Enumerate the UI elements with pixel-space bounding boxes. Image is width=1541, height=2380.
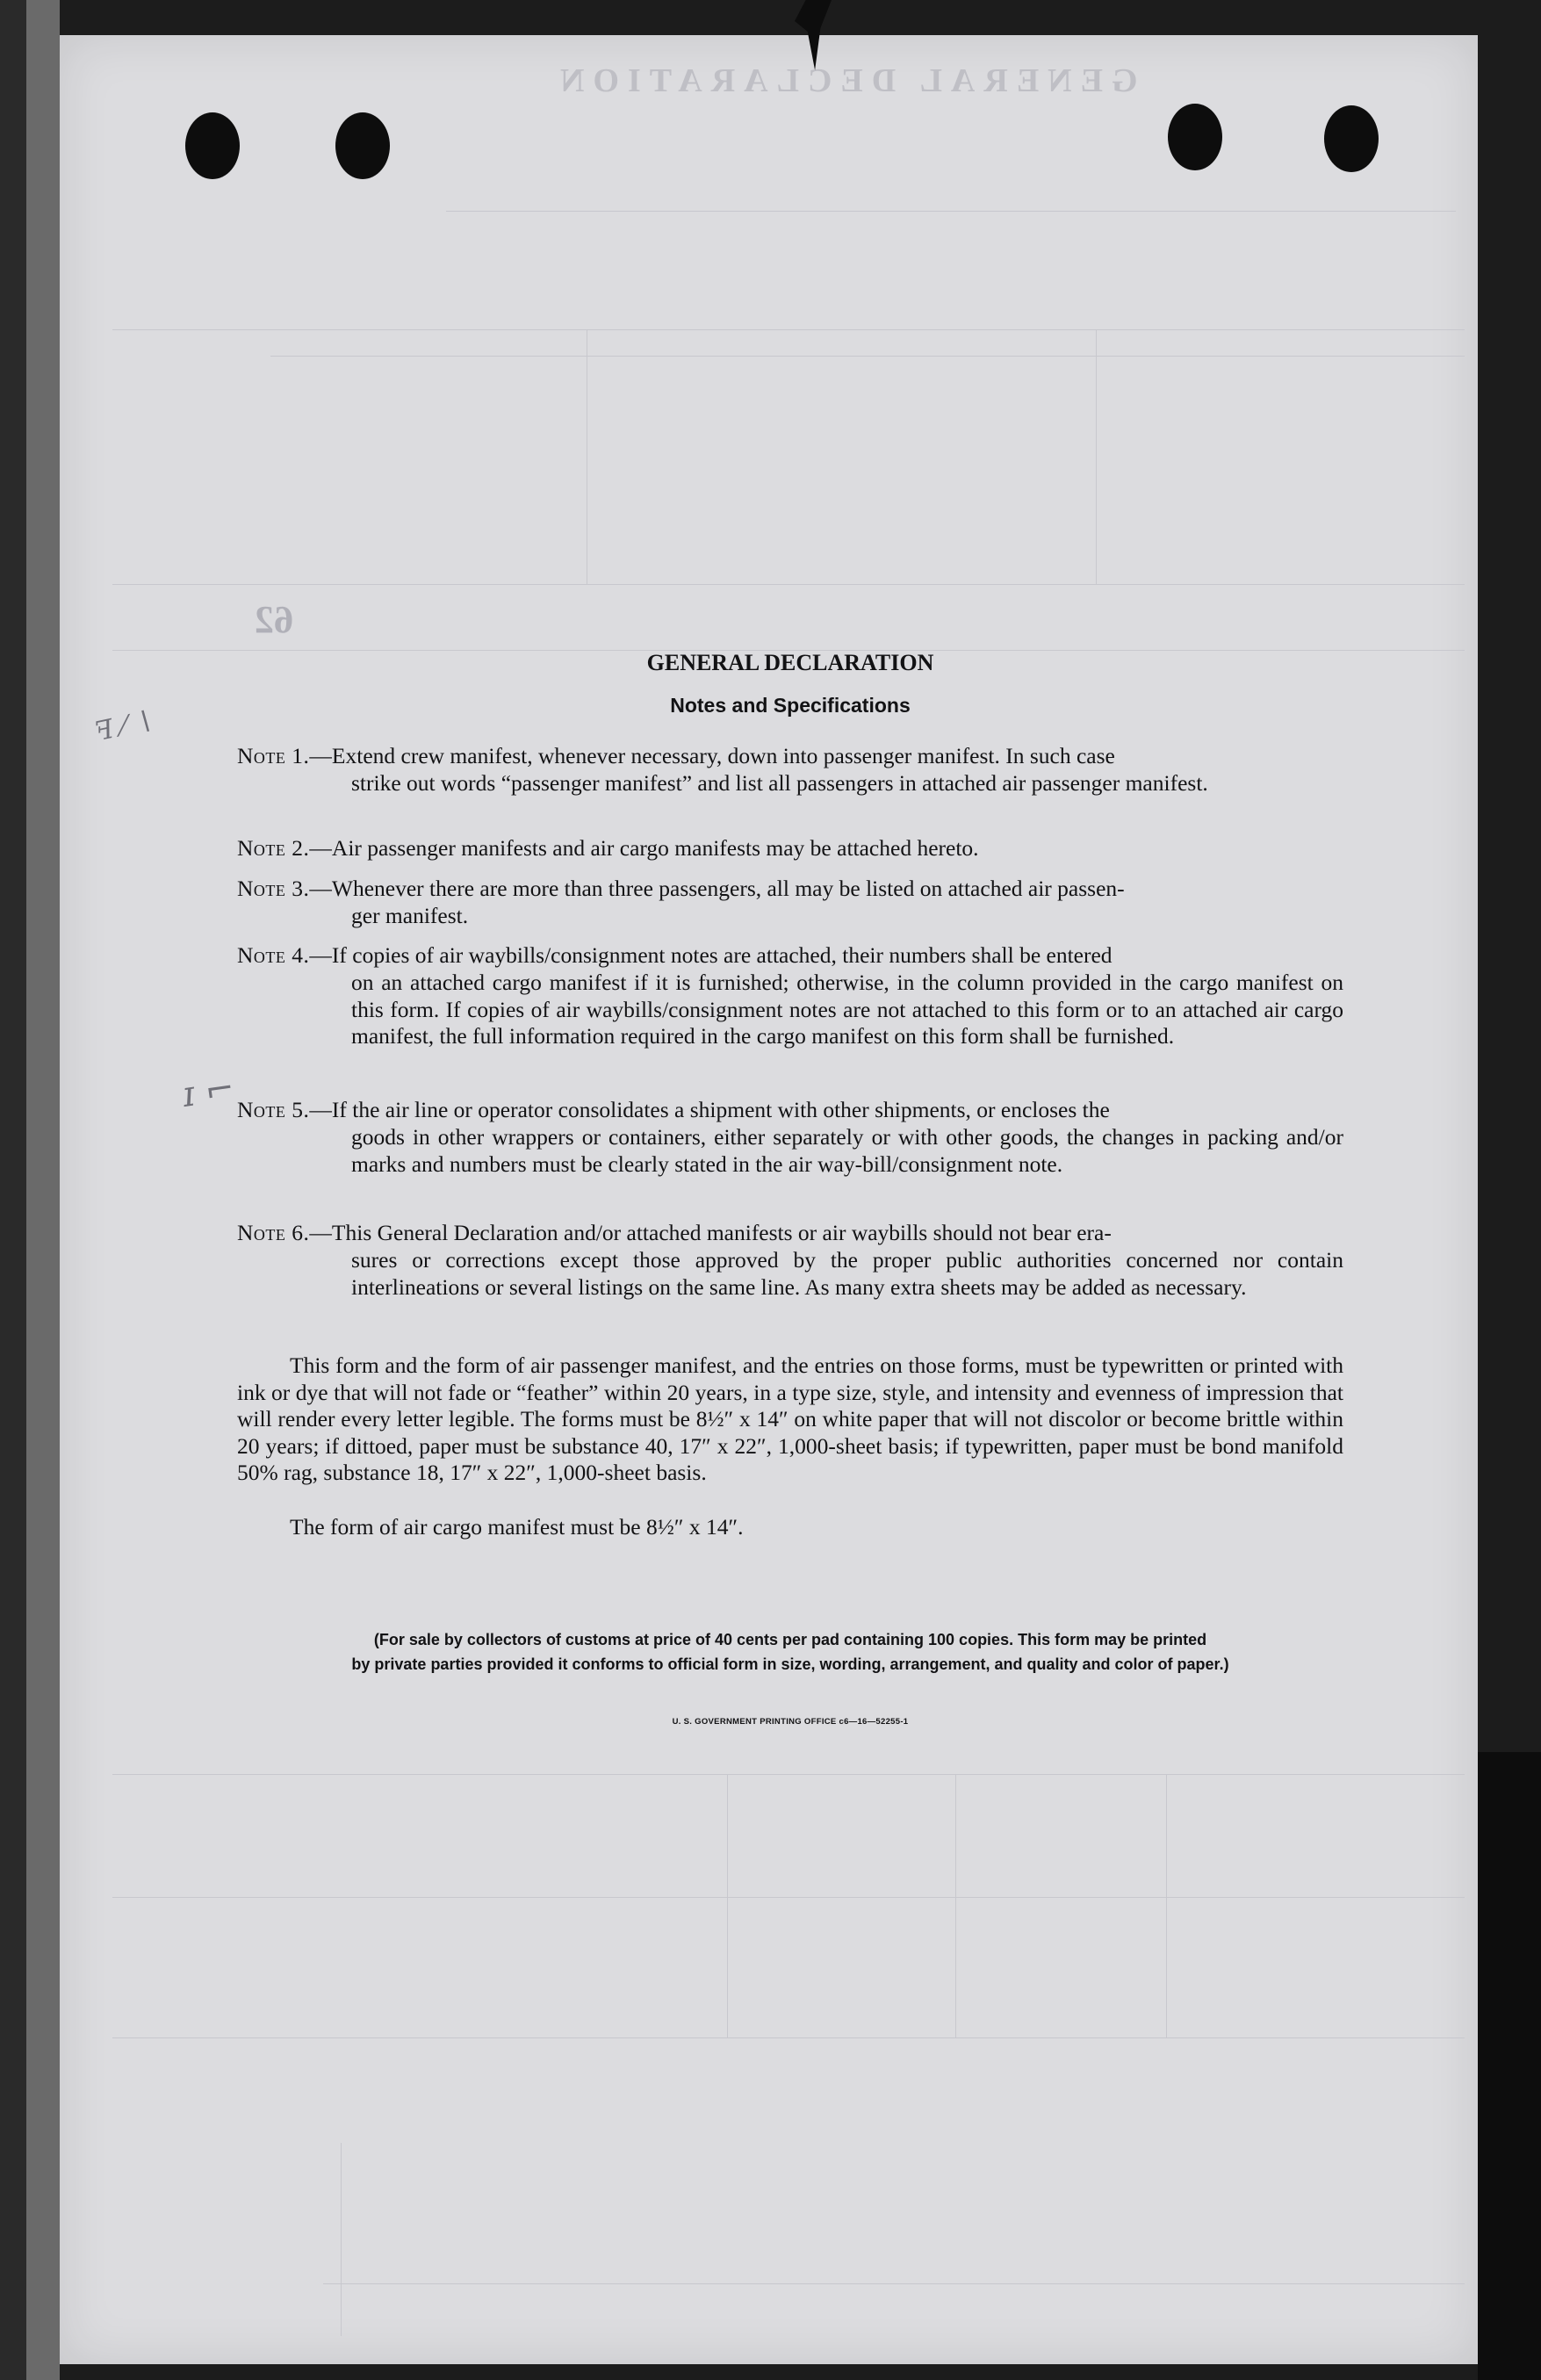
sale-notice-line-2: by private parties provided it conforms to official form in size, wording, arrangement, and quality and color of paper.): [351, 1655, 1229, 1673]
note-4-rest: on an attached cargo manifest if it is furnished; otherwise, in the column provided in the cargo manifest on this form. If copies of air waybills/consignment notes are not attached to this form or to an attached air cargo manifest, the full information required in the cargo manifest on this form shall be furnished.: [351, 970, 1343, 1049]
note-4-label: Note 4.: [237, 942, 310, 968]
show-through-rule: [112, 584, 1465, 585]
note-1-line: [237, 743, 1115, 770]
note-2-first-line: —Air passenger manifests and air cargo manifests may be attached hereto.: [309, 835, 979, 861]
specification-paragraph: This form and the form of air passenger manifest, and the entries on those forms, must be typewritten or printed with ink or dye that will not fade or “feather” within 20 years, in a type size, style, and intensity and evenness of impression that will render every letter legible. The forms must be 8½″ x 14″ on white paper that will not discolor or become brittle within 20 years; if dittoed, paper must be substance 40, 17″ x 22″, 1,000-sheet basis; if typewritten, paper must be bond manifold 50% rag, substance 18, 17″ x 22″, 1,000-sheet basis.: [237, 1352, 1343, 1485]
show-through-rule: [112, 1774, 1465, 1775]
note-2-label: Note 2.: [237, 835, 310, 861]
scan-border-right: [1478, 1752, 1541, 2380]
show-through-rule: [112, 2037, 1465, 2038]
show-through-rule: [341, 2143, 342, 2336]
note-6-line: [237, 1220, 1112, 1247]
punch-hole: [185, 112, 240, 179]
pencil-annotation: ꟻ ⁄ ∖: [92, 705, 154, 748]
punch-hole: [335, 112, 390, 179]
show-through-rule: [112, 329, 1465, 330]
show-through-rule: [1166, 1774, 1167, 2037]
note-1-label: Note 1.: [237, 743, 310, 768]
note-6-rest: sures or corrections except those approved by the proper public authorities concerned nor contain interlineations or several listings on the same line. As many extra sheets may be added as necessary.: [351, 1247, 1343, 1300]
note-3-line: [237, 876, 1125, 903]
show-through-rule: [727, 1774, 728, 2037]
note-3-rest: ger manifest.: [351, 903, 469, 928]
note-5-rest: goods in other wrappers or containers, either separately or with other goods, the changes in packing and/or marks and numbers must be clearly stated in the air way-bill/consignment note.: [351, 1124, 1343, 1177]
note-5-label: Note 5.: [237, 1097, 310, 1122]
sale-notice-line-1: (For sale by collectors of customs at price of 40 cents per pad containing 100 copies. This form may be printed: [373, 1631, 1207, 1648]
note-1-first-line: —Extend crew manifest, whenever necessary, down into passenger manifest. In such case: [309, 743, 1115, 768]
page-title: GENERAL DECLARATION: [646, 650, 934, 675]
note-1-rest: strike out words “passenger manifest” and list all passengers in attached air passenger manifest.: [351, 770, 1208, 796]
show-through-rule: [1096, 329, 1097, 584]
punch-hole: [1324, 105, 1379, 172]
note-2-line: [237, 835, 979, 862]
note-5-line: [237, 1097, 1110, 1124]
show-through-rule: [323, 2283, 1465, 2284]
show-through-rule: [270, 356, 1465, 357]
show-through-mark: 62: [255, 598, 293, 641]
scan-border-left: [0, 0, 60, 2380]
specification-paragraph-last: The form of air cargo manifest must be 8½″ x 14″.: [290, 1514, 744, 1540]
punch-hole: [1168, 104, 1222, 170]
show-through-header: GENERAL DECLARATION: [551, 62, 1138, 99]
show-through-rule: [112, 1897, 1465, 1898]
note-5-first-line: —If the air line or operator consolidates a shipment with other shipments, or encloses the: [309, 1097, 1110, 1122]
note-3-label: Note 3.: [237, 876, 310, 901]
printing-office-imprint: U. S. GOVERNMENT PRINTING OFFICE c6—16—52255-1: [672, 1717, 909, 1727]
note-6-first-line: —This General Declaration and/or attached manifests or air waybills should not bear era-: [309, 1220, 1112, 1245]
show-through-rule: [446, 211, 1456, 212]
document-page: [60, 35, 1478, 2364]
note-4-line: [237, 942, 1113, 970]
note-4-first-line: —If copies of air waybills/consignment notes are attached, their numbers shall be entered: [309, 942, 1113, 968]
note-3-first-line: —Whenever there are more than three passengers, all may be listed on attached air passen-: [309, 876, 1125, 901]
note-6-label: Note 6.: [237, 1220, 310, 1245]
show-through-rule: [955, 1774, 956, 2037]
pencil-annotation: ɪ ⌐: [180, 1068, 237, 1115]
page-subtitle: Notes and Specifications: [670, 694, 911, 717]
